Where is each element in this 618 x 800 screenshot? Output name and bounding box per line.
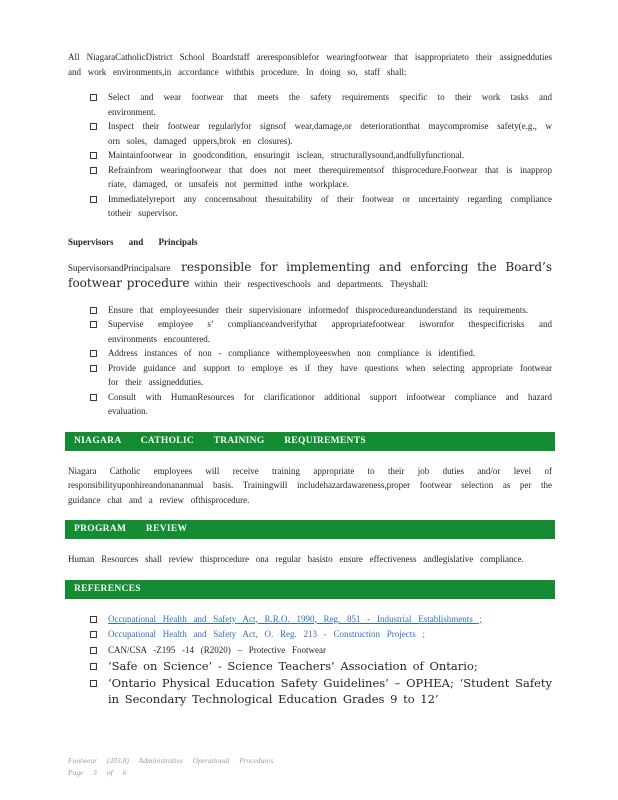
list-item — [90, 643, 552, 658]
square-bullet-icon — [90, 394, 97, 401]
square-bullet-icon — [90, 196, 97, 203]
reference-text: CAN/CSA -Z195 -14 (R2020) – Protective Footwear — [108, 644, 326, 655]
square-bullet-icon — [90, 321, 97, 328]
reference-link-ohsa-reg213[interactable]: Occupational Health and Safety Act, O. Reg. 213 - Construction Projects ; — [108, 629, 425, 639]
list-item — [90, 627, 552, 642]
section-banner-training — [65, 432, 555, 451]
square-bullet-icon — [90, 167, 97, 174]
staff-duties-list — [68, 90, 552, 221]
square-bullet-icon — [90, 616, 97, 623]
square-bullet-icon — [90, 631, 97, 638]
reference-text: ‘Ontario Physical Education Safety Guidelines’ – OPHEA; ‘Student Safety in Secondary Technological Education Grades 9 to 12’ — [108, 676, 552, 706]
list-item — [90, 675, 552, 707]
footer-document-id: Footwear (203.8) Administrative Operational Procedures — [68, 756, 274, 765]
list-item — [90, 192, 552, 221]
square-bullet-icon — [90, 152, 97, 159]
list-item — [90, 346, 552, 361]
references-list — [68, 612, 552, 708]
bullet-text: Refrainfrom wearingfootwear that does not meet therequirementsof thisprocedure.Footwear that is inapprop riate, damaged, or unsafeis not permitted inthe workplace. — [108, 164, 552, 189]
list-item — [90, 390, 552, 419]
section-banner-references — [65, 580, 555, 599]
square-bullet-icon — [90, 350, 97, 357]
bullet-text: Consult with HumanResources for clarificationor additional support infootwear compliance and hazard evaluation. — [108, 391, 552, 416]
bullet-text: Maintainfootwear in goodcondition, ensuringit isclean, structurallysound,andfullyfunctional. — [108, 150, 465, 160]
list-item — [90, 90, 552, 119]
list-item — [90, 361, 552, 390]
list-item — [90, 119, 552, 148]
bullet-text: Immediatelyreport any concernsabout thesuitability of their footwear or uncertainty regarding compliance totheir supervisor. — [108, 193, 552, 218]
bullet-text: Supervise employee s’ complianceandverifythat appropriatefootwear iswornfor thespecificrisks and environments encountered. — [108, 319, 552, 344]
list-item — [90, 148, 552, 163]
intro-paragraph: All NiagaraCatholicDistrict School Boardstaff areresponsiblefor wearingfootwear that isappropriateto their assignedduties and work environments,in accordance withthis procedure. In doing so, staff shall: — [68, 52, 552, 77]
bullet-text: Select and wear footwear that meets the safety requirements specific to their work tasks and environment. — [108, 92, 552, 117]
section-title: NIAGARA CATHOLIC TRAINING REQUIREMENTS — [74, 435, 366, 446]
program-review-paragraph: Human Resources shall review thisprocedure ona regular basisto ensure effectiveness andlegislative compliance. — [68, 554, 524, 564]
square-bullet-icon — [90, 123, 97, 130]
reference-text: ‘Safe on Science’ - Science Teachers’ Association of Ontario; — [108, 659, 478, 673]
bullet-text: Address instances of non - compliance withemployeeswhen non compliance is identified. — [108, 348, 476, 358]
bullet-text: Ensure that employeesunder their supervisionare informedof thisprocedureandunderstand its requirements. — [108, 304, 529, 315]
square-bullet-icon — [90, 365, 97, 372]
list-item — [90, 317, 552, 346]
bullet-text: Provide guidance and support to employe es if they have questions when selecting appropriate footwear for their assignedduties. — [108, 362, 552, 387]
list-item — [90, 303, 552, 318]
supervisors-heading: Supervisors and Principals — [68, 236, 198, 247]
list-item — [90, 612, 552, 627]
reference-link-ohsa-reg851[interactable]: Occupational Health and Safety Act, R.R.O. 1990, Reg. 851 - Industrial Establishments ; — [108, 613, 482, 624]
paragraph-text: within their respectiveschools and departments. Theyshall: — [194, 279, 429, 289]
emphasized-text: responsible for implementing and enforcing the Board’s footwear procedure — [68, 259, 552, 290]
section-title: PROGRAM REVIEW — [74, 524, 188, 534]
paragraph-text: SupervisorsandPrincipalsare — [68, 262, 182, 273]
footer-page-number: Page 5 of 6 — [68, 767, 127, 777]
list-item — [90, 163, 552, 192]
training-paragraph: Niagara Catholic employees will receive training appropriate to their job duties and/or level of responsibilityuponhireandonanannual basis. Trainingwill includehazardawareness,proper footwear selection as per the guidance chat and a review ofthisprocedure. — [68, 465, 552, 505]
square-bullet-icon — [90, 647, 97, 654]
bullet-text: Inspect their footwear regularlyfor signsof wear,damage,or deteriorationthat maycompromise safety(e.g., w orn soles, damaged uppers,brok en closures). — [108, 121, 552, 146]
square-bullet-icon — [90, 94, 97, 101]
square-bullet-icon — [90, 663, 97, 670]
supervisor-duties-list — [68, 303, 552, 419]
square-bullet-icon — [90, 680, 97, 687]
page-footer — [68, 755, 273, 778]
supervisors-paragraph — [68, 259, 552, 292]
section-banner-program-review — [65, 520, 555, 539]
section-title: REFERENCES — [74, 583, 141, 594]
square-bullet-icon — [90, 307, 97, 314]
list-item — [90, 658, 552, 674]
